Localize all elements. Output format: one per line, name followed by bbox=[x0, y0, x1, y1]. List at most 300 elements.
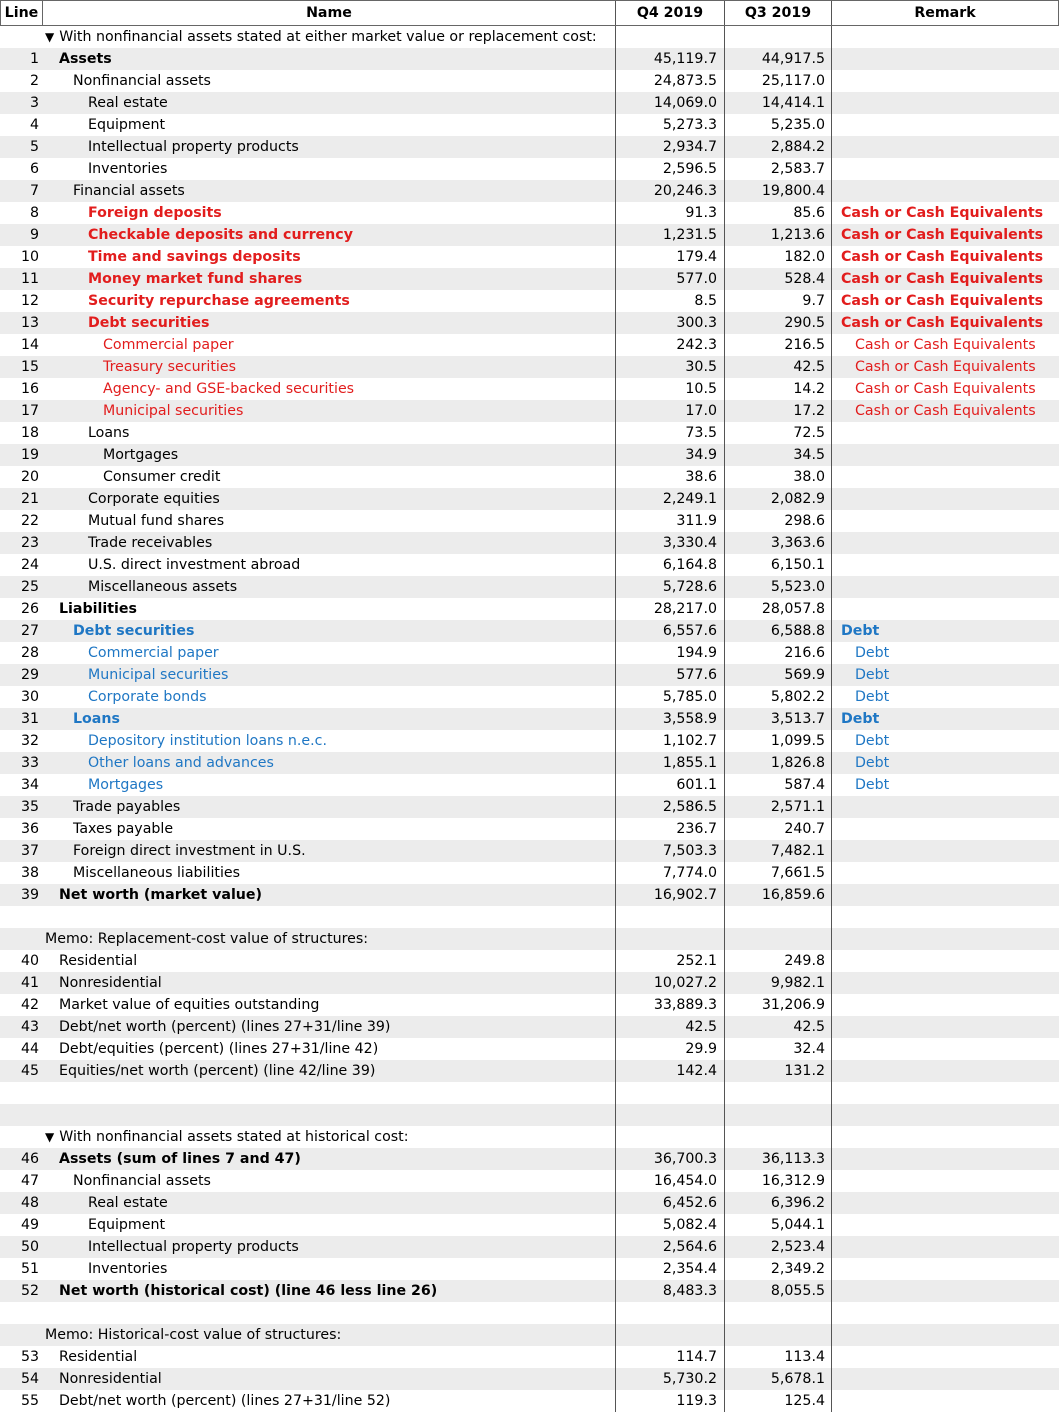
remark-cell[interactable] bbox=[832, 1302, 1059, 1324]
line-number-cell[interactable]: 21 bbox=[20, 491, 39, 507]
remark-cell[interactable]: Cash or Cash Equivalents bbox=[841, 249, 1044, 265]
q3-value-cell[interactable]: 9.7 bbox=[724, 290, 832, 312]
name-cell[interactable]: Corporate equities bbox=[88, 491, 220, 507]
name-cell[interactable]: Consumer credit bbox=[103, 469, 221, 485]
section-header[interactable] bbox=[43, 1126, 615, 1148]
line-cell[interactable] bbox=[0, 1126, 43, 1148]
name-cell[interactable]: Loans bbox=[73, 711, 120, 727]
name-cell[interactable]: Intellectual property products bbox=[88, 1239, 299, 1255]
remark-cell[interactable] bbox=[832, 862, 1059, 884]
q4-value-cell[interactable]: 8.5 bbox=[615, 290, 724, 312]
name-cell[interactable]: Municipal securities bbox=[88, 667, 229, 683]
name-cell[interactable]: Miscellaneous liabilities bbox=[73, 865, 241, 881]
remark-cell[interactable]: Cash or Cash Equivalents bbox=[841, 315, 1044, 331]
q3-value-cell[interactable]: 5,802.2 bbox=[724, 686, 832, 708]
q4-value-cell[interactable]: 6,452.6 bbox=[615, 1192, 724, 1214]
col-header-name[interactable]: Name bbox=[306, 5, 352, 21]
q3-value-cell[interactable]: 34.5 bbox=[724, 444, 832, 466]
remark-cell[interactable]: Cash or Cash Equivalents bbox=[841, 227, 1044, 243]
line-number-cell[interactable]: 26 bbox=[20, 601, 39, 617]
remark-cell[interactable] bbox=[832, 444, 1059, 466]
name-cell[interactable]: U.S. direct investment abroad bbox=[88, 557, 301, 573]
q3-cell[interactable] bbox=[724, 26, 832, 48]
remark-cell[interactable] bbox=[832, 928, 1059, 950]
line-number-cell[interactable]: 18 bbox=[20, 425, 39, 441]
name-cell[interactable]: Depository institution loans n.e.c. bbox=[88, 733, 327, 749]
remark-cell[interactable] bbox=[832, 158, 1059, 180]
name-cell[interactable]: Foreign direct investment in U.S. bbox=[73, 843, 306, 859]
name-cell[interactable]: Intellectual property products bbox=[88, 139, 299, 155]
remark-cell[interactable]: Cash or Cash Equivalents bbox=[841, 271, 1044, 287]
name-cell[interactable]: Net worth (market value) bbox=[59, 887, 263, 903]
name-cell[interactable]: Debt/equities (percent) (lines 27+31/line 42) bbox=[59, 1041, 379, 1057]
col-header-remark[interactable]: Remark bbox=[832, 1, 1059, 25]
q4-value-cell[interactable]: 179.4 bbox=[615, 246, 724, 268]
line-cell[interactable] bbox=[0, 928, 43, 950]
remark-cell[interactable] bbox=[832, 1258, 1059, 1280]
q3-value-cell[interactable]: 125.4 bbox=[724, 1390, 832, 1412]
name-cell[interactable]: Financial assets bbox=[73, 183, 185, 199]
name-cell[interactable]: Treasury securities bbox=[103, 359, 236, 375]
remark-cell[interactable] bbox=[832, 92, 1059, 114]
q4-value-cell[interactable]: 38.6 bbox=[615, 466, 724, 488]
q4-value-cell[interactable]: 242.3 bbox=[615, 334, 724, 356]
remark-cell[interactable] bbox=[832, 1082, 1059, 1104]
q3-value-cell[interactable]: 19,800.4 bbox=[724, 180, 832, 202]
remark-cell[interactable] bbox=[832, 1170, 1059, 1192]
name-cell[interactable]: Nonresidential bbox=[59, 1371, 162, 1387]
q3-value-cell[interactable]: 1,213.6 bbox=[724, 224, 832, 246]
q3-value-cell[interactable]: 3,513.7 bbox=[724, 708, 832, 730]
name-cell[interactable]: Inventories bbox=[88, 1261, 168, 1277]
q4-value-cell[interactable]: 29.9 bbox=[615, 1038, 724, 1060]
q3-cell[interactable] bbox=[724, 1302, 832, 1324]
remark-cell[interactable] bbox=[832, 48, 1059, 70]
col-header-q3[interactable]: Q3 2019 bbox=[724, 1, 832, 25]
q3-value-cell[interactable]: 2,523.4 bbox=[724, 1236, 832, 1258]
q3-value-cell[interactable]: 7,482.1 bbox=[724, 840, 832, 862]
q3-value-cell[interactable]: 1,826.8 bbox=[724, 752, 832, 774]
q4-value-cell[interactable]: 30.5 bbox=[615, 356, 724, 378]
remark-cell[interactable] bbox=[832, 598, 1059, 620]
line-number-cell[interactable]: 41 bbox=[20, 975, 39, 991]
name-cell[interactable]: Security repurchase agreements bbox=[88, 293, 350, 309]
q4-value-cell[interactable]: 24,873.5 bbox=[615, 70, 724, 92]
line-number-cell[interactable]: 3 bbox=[29, 95, 39, 111]
remark-cell[interactable] bbox=[832, 576, 1059, 598]
q4-value-cell[interactable]: 1,231.5 bbox=[615, 224, 724, 246]
q4-value-cell[interactable]: 20,246.3 bbox=[615, 180, 724, 202]
remark-cell[interactable]: Cash or Cash Equivalents bbox=[855, 381, 1036, 397]
q3-value-cell[interactable]: 31,206.9 bbox=[724, 994, 832, 1016]
remark-cell[interactable] bbox=[832, 114, 1059, 136]
q4-value-cell[interactable]: 142.4 bbox=[615, 1060, 724, 1082]
remark-cell[interactable] bbox=[832, 796, 1059, 818]
remark-cell[interactable] bbox=[832, 1104, 1059, 1126]
line-number-cell[interactable]: 20 bbox=[20, 469, 39, 485]
remark-cell[interactable] bbox=[832, 1192, 1059, 1214]
line-number-cell[interactable]: 47 bbox=[20, 1173, 39, 1189]
remark-cell[interactable]: Debt bbox=[855, 645, 890, 661]
name-cell[interactable]: Inventories bbox=[88, 161, 168, 177]
col-header-q4[interactable]: Q4 2019 bbox=[615, 1, 724, 25]
remark-cell[interactable] bbox=[832, 466, 1059, 488]
name-cell[interactable]: Mortgages bbox=[88, 777, 164, 793]
name-cell[interactable]: Foreign deposits bbox=[88, 205, 222, 221]
line-number-cell[interactable]: 50 bbox=[20, 1239, 39, 1255]
line-number-cell[interactable]: 8 bbox=[29, 205, 39, 221]
remark-cell[interactable] bbox=[832, 818, 1059, 840]
q4-value-cell[interactable]: 601.1 bbox=[615, 774, 724, 796]
section-header[interactable] bbox=[43, 26, 615, 48]
q3-value-cell[interactable]: 587.4 bbox=[724, 774, 832, 796]
line-number-cell[interactable]: 7 bbox=[29, 183, 39, 199]
q4-value-cell[interactable]: 16,902.7 bbox=[615, 884, 724, 906]
remark-cell[interactable] bbox=[832, 972, 1059, 994]
line-number-cell[interactable]: 38 bbox=[20, 865, 39, 881]
q4-value-cell[interactable]: 311.9 bbox=[615, 510, 724, 532]
line-number-cell[interactable]: 36 bbox=[20, 821, 39, 837]
line-number-cell[interactable]: 2 bbox=[29, 73, 39, 89]
q3-value-cell[interactable]: 5,523.0 bbox=[724, 576, 832, 598]
remark-cell[interactable] bbox=[832, 1324, 1059, 1346]
name-cell[interactable]: Trade payables bbox=[73, 799, 181, 815]
remark-cell[interactable] bbox=[832, 26, 1059, 48]
remark-cell[interactable] bbox=[832, 422, 1059, 444]
q3-value-cell[interactable]: 6,588.8 bbox=[724, 620, 832, 642]
q3-value-cell[interactable]: 9,982.1 bbox=[724, 972, 832, 994]
line-number-cell[interactable]: 17 bbox=[20, 403, 39, 419]
q4-value-cell[interactable]: 16,454.0 bbox=[615, 1170, 724, 1192]
q4-value-cell[interactable]: 1,855.1 bbox=[615, 752, 724, 774]
q4-value-cell[interactable]: 119.3 bbox=[615, 1390, 724, 1412]
name-cell[interactable]: Nonfinancial assets bbox=[73, 1173, 211, 1189]
line-number-cell[interactable]: 46 bbox=[20, 1151, 39, 1167]
name-cell[interactable]: Residential bbox=[59, 1349, 138, 1365]
name-cell[interactable]: Debt/net worth (percent) (lines 27+31/line 39) bbox=[59, 1019, 391, 1035]
q4-value-cell[interactable]: 45,119.7 bbox=[615, 48, 724, 70]
line-cell[interactable] bbox=[0, 1104, 43, 1126]
q3-value-cell[interactable]: 5,678.1 bbox=[724, 1368, 832, 1390]
name-cell[interactable]: Agency- and GSE-backed securities bbox=[103, 381, 355, 397]
line-cell[interactable] bbox=[0, 1082, 43, 1104]
q4-value-cell[interactable]: 577.6 bbox=[615, 664, 724, 686]
line-number-cell[interactable]: 44 bbox=[20, 1041, 39, 1057]
line-number-cell[interactable]: 55 bbox=[20, 1393, 39, 1409]
remark-cell[interactable]: Debt bbox=[855, 755, 890, 771]
name-cell[interactable]: Other loans and advances bbox=[88, 755, 274, 771]
q3-value-cell[interactable]: 216.6 bbox=[724, 642, 832, 664]
q4-cell[interactable] bbox=[615, 906, 724, 928]
line-cell[interactable] bbox=[0, 906, 43, 928]
remark-cell[interactable] bbox=[832, 70, 1059, 92]
name-cell[interactable]: Time and savings deposits bbox=[88, 249, 301, 265]
line-number-cell[interactable]: 29 bbox=[20, 667, 39, 683]
q4-value-cell[interactable]: 34.9 bbox=[615, 444, 724, 466]
q4-value-cell[interactable]: 3,330.4 bbox=[615, 532, 724, 554]
name-cell[interactable]: Debt securities bbox=[73, 623, 195, 639]
q4-value-cell[interactable]: 7,503.3 bbox=[615, 840, 724, 862]
q4-value-cell[interactable]: 2,564.6 bbox=[615, 1236, 724, 1258]
line-number-cell[interactable]: 11 bbox=[20, 271, 39, 287]
line-number-cell[interactable]: 31 bbox=[20, 711, 39, 727]
name-cell[interactable]: Net worth (historical cost) (line 46 less line 26) bbox=[59, 1283, 438, 1299]
q4-value-cell[interactable]: 5,730.2 bbox=[615, 1368, 724, 1390]
q4-value-cell[interactable]: 10.5 bbox=[615, 378, 724, 400]
line-number-cell[interactable]: 32 bbox=[20, 733, 39, 749]
name-cell[interactable]: Real estate bbox=[88, 1195, 168, 1211]
remark-cell[interactable]: Cash or Cash Equivalents bbox=[855, 359, 1036, 375]
name-cell[interactable]: Money market fund shares bbox=[88, 271, 303, 287]
name-cell[interactable]: Taxes payable bbox=[73, 821, 174, 837]
q3-value-cell[interactable]: 38.0 bbox=[724, 466, 832, 488]
q4-value-cell[interactable]: 8,483.3 bbox=[615, 1280, 724, 1302]
remark-cell[interactable] bbox=[832, 1346, 1059, 1368]
q4-value-cell[interactable]: 10,027.2 bbox=[615, 972, 724, 994]
remark-cell[interactable]: Debt bbox=[855, 667, 890, 683]
q3-cell[interactable] bbox=[724, 928, 832, 950]
line-number-cell[interactable]: 54 bbox=[20, 1371, 39, 1387]
remark-cell[interactable] bbox=[832, 884, 1059, 906]
q4-value-cell[interactable]: 17.0 bbox=[615, 400, 724, 422]
q3-value-cell[interactable]: 6,150.1 bbox=[724, 554, 832, 576]
q4-cell[interactable] bbox=[615, 1324, 724, 1346]
q4-value-cell[interactable]: 2,586.5 bbox=[615, 796, 724, 818]
line-number-cell[interactable]: 28 bbox=[20, 645, 39, 661]
name-cell[interactable]: Equipment bbox=[88, 117, 166, 133]
name-cell[interactable]: Nonfinancial assets bbox=[73, 73, 211, 89]
line-cell[interactable] bbox=[0, 26, 43, 48]
name-cell[interactable]: Debt securities bbox=[88, 315, 210, 331]
remark-cell[interactable] bbox=[832, 1038, 1059, 1060]
q3-cell[interactable] bbox=[724, 1324, 832, 1346]
q3-value-cell[interactable]: 8,055.5 bbox=[724, 1280, 832, 1302]
q3-value-cell[interactable]: 36,113.3 bbox=[724, 1148, 832, 1170]
remark-cell[interactable] bbox=[832, 532, 1059, 554]
remark-cell[interactable] bbox=[832, 1148, 1059, 1170]
name-cell[interactable]: Trade receivables bbox=[88, 535, 213, 551]
line-number-cell[interactable]: 23 bbox=[20, 535, 39, 551]
q3-cell[interactable] bbox=[724, 1082, 832, 1104]
name-cell[interactable]: Assets (sum of lines 7 and 47) bbox=[59, 1151, 301, 1167]
q3-value-cell[interactable]: 16,312.9 bbox=[724, 1170, 832, 1192]
q4-value-cell[interactable]: 577.0 bbox=[615, 268, 724, 290]
q4-value-cell[interactable]: 36,700.3 bbox=[615, 1148, 724, 1170]
name-cell[interactable]: Real estate bbox=[88, 95, 168, 111]
q3-value-cell[interactable]: 6,396.2 bbox=[724, 1192, 832, 1214]
q3-value-cell[interactable]: 1,099.5 bbox=[724, 730, 832, 752]
q4-cell[interactable] bbox=[615, 1104, 724, 1126]
q3-value-cell[interactable]: 240.7 bbox=[724, 818, 832, 840]
remark-cell[interactable] bbox=[832, 510, 1059, 532]
line-number-cell[interactable]: 24 bbox=[20, 557, 39, 573]
q3-value-cell[interactable]: 32.4 bbox=[724, 1038, 832, 1060]
q3-value-cell[interactable]: 2,349.2 bbox=[724, 1258, 832, 1280]
name-cell[interactable]: Assets bbox=[59, 51, 112, 67]
line-number-cell[interactable]: 30 bbox=[20, 689, 39, 705]
line-number-cell[interactable]: 1 bbox=[29, 51, 39, 67]
q3-value-cell[interactable]: 25,117.0 bbox=[724, 70, 832, 92]
name-cell[interactable]: Loans bbox=[88, 425, 130, 441]
name-cell[interactable]: Liabilities bbox=[59, 601, 137, 617]
name-cell[interactable]: Mutual fund shares bbox=[88, 513, 225, 529]
line-number-cell[interactable]: 13 bbox=[20, 315, 39, 331]
q4-value-cell[interactable]: 14,069.0 bbox=[615, 92, 724, 114]
q3-value-cell[interactable]: 216.5 bbox=[724, 334, 832, 356]
q3-value-cell[interactable]: 7,661.5 bbox=[724, 862, 832, 884]
line-number-cell[interactable]: 22 bbox=[20, 513, 39, 529]
q4-value-cell[interactable]: 2,354.4 bbox=[615, 1258, 724, 1280]
remark-cell[interactable] bbox=[832, 554, 1059, 576]
q4-cell[interactable] bbox=[615, 1126, 724, 1148]
line-number-cell[interactable]: 14 bbox=[20, 337, 39, 353]
q3-value-cell[interactable]: 42.5 bbox=[724, 1016, 832, 1038]
name-cell[interactable]: Municipal securities bbox=[103, 403, 244, 419]
q3-value-cell[interactable]: 182.0 bbox=[724, 246, 832, 268]
line-number-cell[interactable]: 39 bbox=[20, 887, 39, 903]
q4-value-cell[interactable]: 1,102.7 bbox=[615, 730, 724, 752]
line-number-cell[interactable]: 25 bbox=[20, 579, 39, 595]
remark-cell[interactable] bbox=[832, 1214, 1059, 1236]
line-number-cell[interactable]: 6 bbox=[29, 161, 39, 177]
remark-cell[interactable]: Debt bbox=[841, 711, 880, 727]
q4-cell[interactable] bbox=[615, 26, 724, 48]
q4-value-cell[interactable]: 194.9 bbox=[615, 642, 724, 664]
q3-value-cell[interactable]: 42.5 bbox=[724, 356, 832, 378]
q4-value-cell[interactable]: 73.5 bbox=[615, 422, 724, 444]
line-number-cell[interactable]: 48 bbox=[20, 1195, 39, 1211]
name-cell[interactable]: Corporate bonds bbox=[88, 689, 207, 705]
name-cell[interactable]: Nonresidential bbox=[59, 975, 162, 991]
line-number-cell[interactable]: 4 bbox=[29, 117, 39, 133]
q3-value-cell[interactable]: 5,235.0 bbox=[724, 114, 832, 136]
line-number-cell[interactable]: 34 bbox=[20, 777, 39, 793]
q4-value-cell[interactable]: 7,774.0 bbox=[615, 862, 724, 884]
remark-cell[interactable] bbox=[832, 1390, 1059, 1412]
line-number-cell[interactable]: 27 bbox=[20, 623, 39, 639]
line-number-cell[interactable]: 10 bbox=[20, 249, 39, 265]
line-number-cell[interactable]: 53 bbox=[20, 1349, 39, 1365]
q3-value-cell[interactable]: 131.2 bbox=[724, 1060, 832, 1082]
name-cell[interactable]: Equipment bbox=[88, 1217, 166, 1233]
q4-cell[interactable] bbox=[615, 1302, 724, 1324]
q4-value-cell[interactable]: 5,785.0 bbox=[615, 686, 724, 708]
remark-cell[interactable] bbox=[832, 1280, 1059, 1302]
q4-value-cell[interactable]: 5,273.3 bbox=[615, 114, 724, 136]
q3-value-cell[interactable]: 249.8 bbox=[724, 950, 832, 972]
q4-value-cell[interactable]: 2,596.5 bbox=[615, 158, 724, 180]
q4-value-cell[interactable]: 5,728.6 bbox=[615, 576, 724, 598]
q3-value-cell[interactable]: 2,884.2 bbox=[724, 136, 832, 158]
line-number-cell[interactable]: 16 bbox=[20, 381, 39, 397]
name-cell[interactable]: Mortgages bbox=[103, 447, 179, 463]
line-number-cell[interactable]: 19 bbox=[20, 447, 39, 463]
remark-cell[interactable]: Debt bbox=[855, 777, 890, 793]
q3-value-cell[interactable]: 2,583.7 bbox=[724, 158, 832, 180]
q3-value-cell[interactable]: 14,414.1 bbox=[724, 92, 832, 114]
remark-cell[interactable] bbox=[832, 950, 1059, 972]
name-cell[interactable]: Residential bbox=[59, 953, 138, 969]
q3-value-cell[interactable]: 528.4 bbox=[724, 268, 832, 290]
q3-value-cell[interactable]: 290.5 bbox=[724, 312, 832, 334]
line-number-cell[interactable]: 45 bbox=[20, 1063, 39, 1079]
q4-cell[interactable] bbox=[615, 928, 724, 950]
q3-value-cell[interactable]: 16,859.6 bbox=[724, 884, 832, 906]
remark-cell[interactable]: Debt bbox=[855, 733, 890, 749]
q3-value-cell[interactable]: 17.2 bbox=[724, 400, 832, 422]
q3-value-cell[interactable]: 14.2 bbox=[724, 378, 832, 400]
q4-value-cell[interactable]: 2,934.7 bbox=[615, 136, 724, 158]
q3-value-cell[interactable]: 569.9 bbox=[724, 664, 832, 686]
q4-value-cell[interactable]: 252.1 bbox=[615, 950, 724, 972]
name-cell[interactable]: Equities/net worth (percent) (line 42/line 39) bbox=[59, 1063, 376, 1079]
q3-value-cell[interactable]: 2,571.1 bbox=[724, 796, 832, 818]
q3-value-cell[interactable]: 28,057.8 bbox=[724, 598, 832, 620]
q3-value-cell[interactable]: 5,044.1 bbox=[724, 1214, 832, 1236]
q3-cell[interactable] bbox=[724, 906, 832, 928]
q4-value-cell[interactable]: 28,217.0 bbox=[615, 598, 724, 620]
remark-cell[interactable]: Cash or Cash Equivalents bbox=[855, 403, 1036, 419]
q4-value-cell[interactable]: 5,082.4 bbox=[615, 1214, 724, 1236]
line-number-cell[interactable]: 43 bbox=[20, 1019, 39, 1035]
col-header-line[interactable]: Line bbox=[0, 1, 43, 25]
remark-cell[interactable] bbox=[832, 1236, 1059, 1258]
q4-value-cell[interactable]: 42.5 bbox=[615, 1016, 724, 1038]
remark-cell[interactable]: Cash or Cash Equivalents bbox=[841, 293, 1044, 309]
q4-value-cell[interactable]: 6,557.6 bbox=[615, 620, 724, 642]
remark-cell[interactable] bbox=[832, 488, 1059, 510]
remark-cell[interactable]: Debt bbox=[855, 689, 890, 705]
remark-cell[interactable] bbox=[832, 994, 1059, 1016]
name-cell[interactable]: Commercial paper bbox=[88, 645, 219, 661]
q4-value-cell[interactable]: 2,249.1 bbox=[615, 488, 724, 510]
remark-cell[interactable]: Cash or Cash Equivalents bbox=[855, 337, 1036, 353]
remark-cell[interactable] bbox=[832, 180, 1059, 202]
q3-value-cell[interactable]: 113.4 bbox=[724, 1346, 832, 1368]
name-cell[interactable]: Debt/net worth (percent) (lines 27+31/line 52) bbox=[59, 1393, 391, 1409]
remark-cell[interactable] bbox=[832, 1368, 1059, 1390]
q4-value-cell[interactable]: 3,558.9 bbox=[615, 708, 724, 730]
remark-cell[interactable] bbox=[832, 136, 1059, 158]
collapse-triangle-icon[interactable]: ▼ bbox=[45, 30, 55, 44]
line-number-cell[interactable]: 9 bbox=[29, 227, 39, 243]
q4-value-cell[interactable]: 6,164.8 bbox=[615, 554, 724, 576]
remark-cell[interactable]: Debt bbox=[841, 623, 880, 639]
q4-value-cell[interactable]: 33,889.3 bbox=[615, 994, 724, 1016]
line-number-cell[interactable]: 33 bbox=[20, 755, 39, 771]
q3-value-cell[interactable]: 85.6 bbox=[724, 202, 832, 224]
q4-value-cell[interactable]: 91.3 bbox=[615, 202, 724, 224]
q4-cell[interactable] bbox=[615, 1082, 724, 1104]
remark-cell[interactable]: Cash or Cash Equivalents bbox=[841, 205, 1044, 221]
line-number-cell[interactable]: 42 bbox=[20, 997, 39, 1013]
remark-cell[interactable] bbox=[832, 906, 1059, 928]
q3-value-cell[interactable]: 2,082.9 bbox=[724, 488, 832, 510]
line-number-cell[interactable]: 15 bbox=[20, 359, 39, 375]
line-number-cell[interactable]: 49 bbox=[20, 1217, 39, 1233]
name-cell[interactable]: Commercial paper bbox=[103, 337, 234, 353]
line-number-cell[interactable]: 5 bbox=[29, 139, 39, 155]
q3-cell[interactable] bbox=[724, 1104, 832, 1126]
line-number-cell[interactable]: 12 bbox=[20, 293, 39, 309]
line-number-cell[interactable]: 40 bbox=[20, 953, 39, 969]
q3-value-cell[interactable]: 298.6 bbox=[724, 510, 832, 532]
q4-value-cell[interactable]: 300.3 bbox=[615, 312, 724, 334]
q3-value-cell[interactable]: 44,917.5 bbox=[724, 48, 832, 70]
remark-cell[interactable] bbox=[832, 1016, 1059, 1038]
name-cell[interactable]: Market value of equities outstanding bbox=[59, 997, 320, 1013]
line-number-cell[interactable]: 35 bbox=[20, 799, 39, 815]
